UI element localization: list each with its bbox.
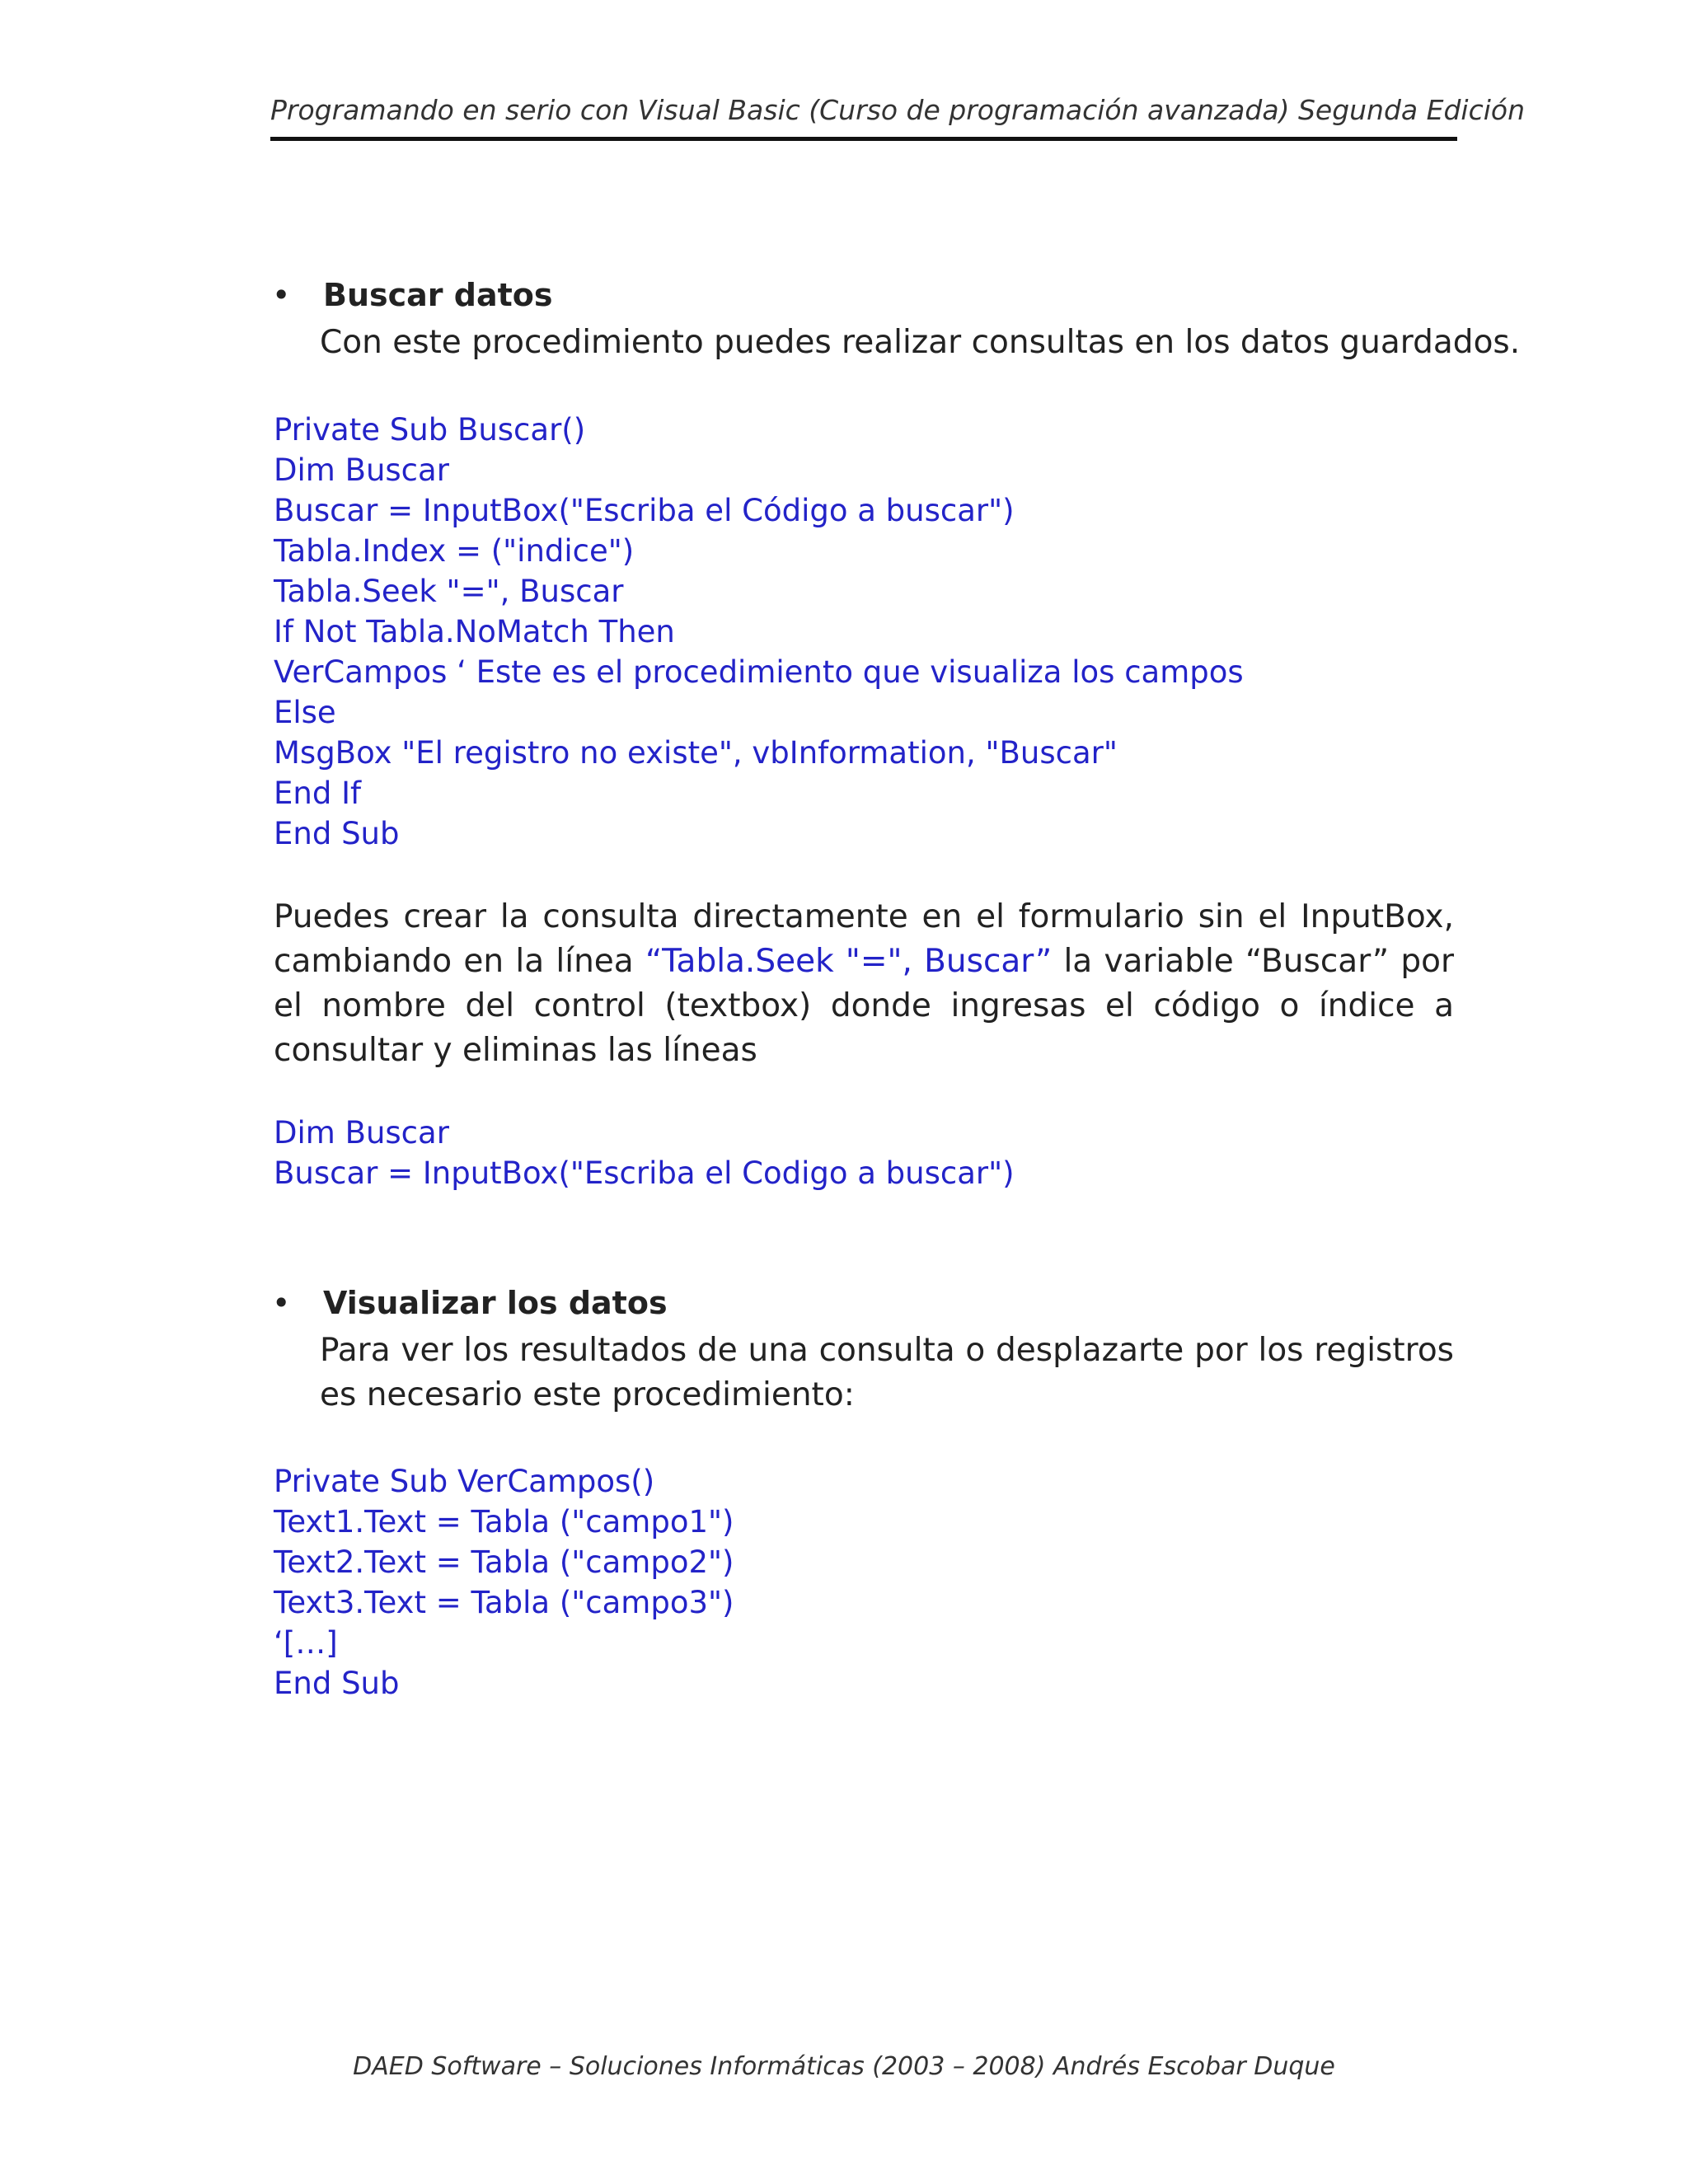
code-line: VerCampos ‘ Este es el procedimiento que visualiza los campos [274,654,1244,690]
explanation-paragraph [274,895,1454,1073]
page-header [270,92,1526,141]
code-line: Tabla.Index = ("indice") [274,533,635,569]
code-line: MsgBox "El registro no existe", vbInformation, "Buscar" [274,735,1118,771]
explanation-text-part2: la variable “Buscar” por el nombre del control (textbox) donde ingresas el código o índice a consultar y eliminas las líneas [274,943,1454,1069]
code-line: Text1.Text = Tabla ("campo1") [274,1504,734,1540]
section-visualizar-title: Visualizar los datos [323,1285,668,1321]
code-line: End Sub [274,1666,400,1701]
code-line: ‘[…] [274,1625,338,1661]
header-title: Programando en serio con Visual Basic (Curso de programación avanzada) Segunda Edición [270,94,1526,126]
code-line: Tabla.Seek "=", Buscar [274,574,624,609]
code-line: Dim Buscar [274,452,449,488]
inline-code-reference: “Tabla.Seek "=", Buscar” [645,943,1053,980]
code-block-vercampos [274,1461,734,1704]
code-line: End If [274,776,362,811]
code-line: Buscar = InputBox("Escriba el Codigo a buscar") [274,1155,1015,1191]
bullet-icon: • [272,277,291,313]
section-buscar-title: Buscar datos [323,277,553,313]
code-line: Dim Buscar [274,1115,449,1151]
code-line: Private Sub VerCampos() [274,1464,655,1499]
code-line: If Not Tabla.NoMatch Then [274,614,675,649]
section-visualizar-description: Para ver los resultados de una consulta o desplazarte por los registros es necesario este procedimiento: [320,1332,1454,1413]
code-block-buscar [274,410,1244,854]
code-line: Text2.Text = Tabla ("campo2") [274,1544,734,1580]
code-line: Private Sub Buscar() [274,412,586,448]
code-line: End Sub [274,816,400,851]
code-line: Else [274,695,336,730]
code-line: Text3.Text = Tabla ("campo3") [274,1585,734,1620]
explanation-text-part1: Puedes crear la consulta directamente en el formulario sin el InputBox, cambiando en la línea [274,898,1454,980]
code-block-remove-lines [274,1113,1015,1193]
section-buscar-description: Con este procedimiento puedes realizar consultas en los datos guardados. [320,324,1521,361]
bullet-icon: • [272,1285,291,1321]
code-line: Buscar = InputBox("Escriba el Código a buscar") [274,493,1015,528]
page-footer: DAED Software – Soluciones Informáticas (2003 – 2008) Andrés Escobar Duque [353,2052,1335,2081]
